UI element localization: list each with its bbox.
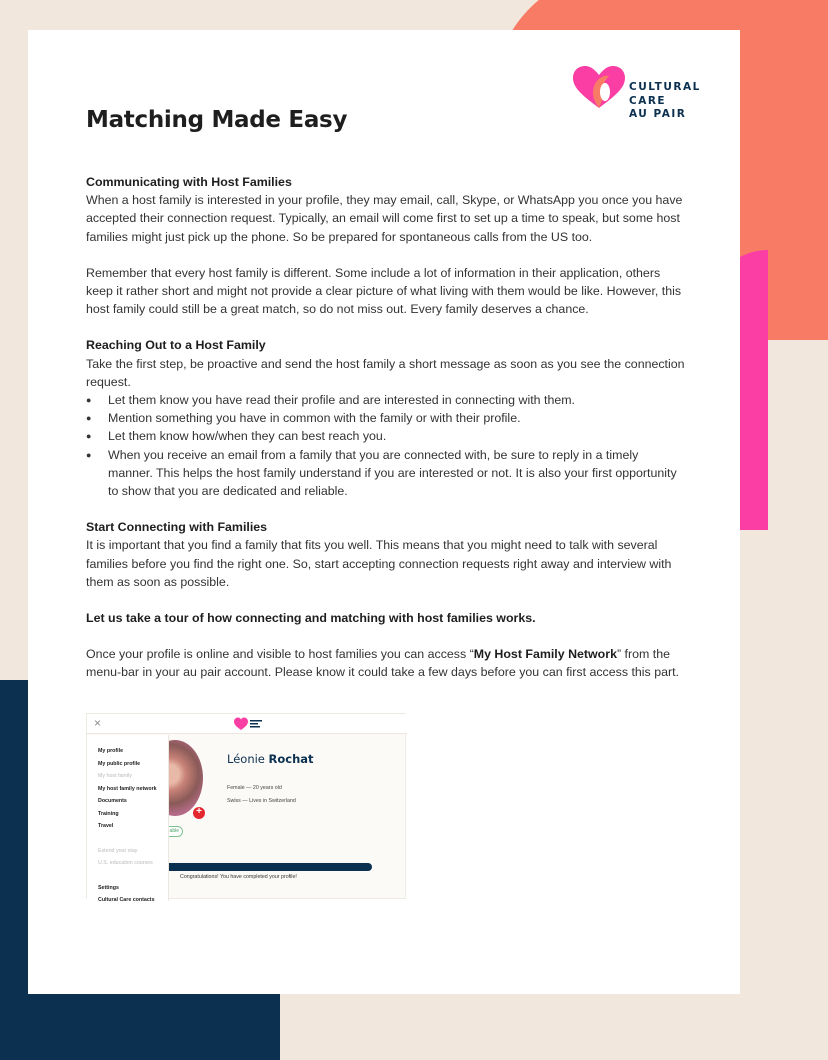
swiss-flag-icon: + — [192, 806, 206, 820]
profile-progress-bar — [169, 863, 372, 871]
menu-item-my-profile[interactable]: My profile — [98, 748, 124, 754]
profile-screenshot — [86, 713, 406, 903]
tips-list — [86, 391, 686, 500]
paragraph-communicating-2: Remember that every host family is different. Some include a lot of information in their application, others keep it rather short and might not provide a clear picture of what living with them would be like. However, this host family could still be a great match, so do not miss out. Every family deserves a chance. — [86, 265, 682, 317]
profile-info — [227, 782, 296, 807]
first-name: Léonie — [227, 752, 265, 766]
menu-item-travel[interactable]: Travel — [98, 823, 114, 829]
page-title: Matching Made Easy — [86, 107, 348, 133]
list-item: ● Let them know you have read their profile and are interested in connecting with them. — [86, 391, 686, 409]
completion-message: Congratulations! You have completed your profile! — [180, 874, 297, 880]
paragraph-network — [86, 645, 686, 681]
close-icon[interactable]: × — [94, 716, 102, 730]
document-body — [86, 173, 686, 682]
menu-item-settings[interactable]: Settings — [98, 884, 119, 891]
logo-text: CULTURAL CARE AU PAIR — [629, 81, 701, 120]
menu-item-education-courses[interactable]: U.S. education courses — [98, 860, 153, 866]
screenshot-menu — [87, 735, 169, 901]
screenshot-topbar — [87, 714, 407, 734]
menu-item-host-family[interactable]: My host family — [98, 773, 132, 779]
menu-item-public-profile[interactable]: My public profile — [98, 760, 141, 767]
list-item: ● Let them know how/when they can best reach you. — [86, 427, 686, 445]
network-text-end: ” from the menu-bar in your au pair account. Please know it could take a few days before you can first access this part. — [86, 647, 679, 680]
cultural-care-logo — [573, 66, 713, 122]
list-item: ● When you receive an email from a family that you are connected with, be sure to reply in a timely manner. This helps the host family understand if you are interested or not. It is also your first opportunity to show that you are dedicated and reliable. — [86, 446, 686, 501]
last-name: Rochat — [268, 752, 314, 766]
list-item: ● Mention something you have in common with the family or with their profile. — [86, 409, 686, 427]
heart-logo-icon — [573, 66, 625, 110]
profile-info-nationality: Swiss — Lives in Switzerland — [227, 797, 296, 804]
availability-badge: able — [161, 826, 183, 837]
paragraph-reaching-out: Take the first step, be proactive and send the host family a short message as soon as you see the connection request. — [86, 356, 685, 389]
menu-item-contacts[interactable]: Cultural Care contacts — [98, 897, 155, 903]
menu-item-training[interactable]: Training — [98, 810, 119, 817]
document-page — [28, 30, 740, 994]
mini-logo-icon — [234, 717, 264, 731]
profile-name — [227, 752, 314, 766]
heading-reaching-out: Reaching Out to a Host Family — [86, 338, 266, 353]
menu-item-host-family-network[interactable]: My host family network — [98, 785, 157, 792]
network-text-start: Once your profile is online and visible to host families you can access “ — [86, 647, 474, 662]
tour-intro: Let us take a tour of how connecting and matching with host families works. — [86, 611, 536, 626]
paragraph-start-connecting: It is important that you find a family that fits you well. This means that you might need to talk with several families before you find the right one. So, start accepting connection requests right away and interview with them as soon as possible. — [86, 538, 672, 589]
heading-communicating: Communicating with Host Families — [86, 175, 292, 189]
profile-info-gender-age: Female — 20 years old — [227, 785, 282, 791]
menu-item-documents[interactable]: Documents — [98, 798, 127, 804]
heading-start-connecting: Start Connecting with Families — [86, 520, 268, 535]
menu-item-extend-stay[interactable]: Extend your stay — [98, 847, 138, 854]
paragraph-communicating-1: When a host family is interested in your profile, they may email, call, Skype, or WhatsApp you once you have accepted their connection request. Typically, an email will come first to set up a time to speak, but some host families might just pick up the phone. So be prepared for spontaneous calls from the US too. — [86, 193, 683, 244]
network-bold-text: My Host Family Network — [473, 647, 617, 662]
